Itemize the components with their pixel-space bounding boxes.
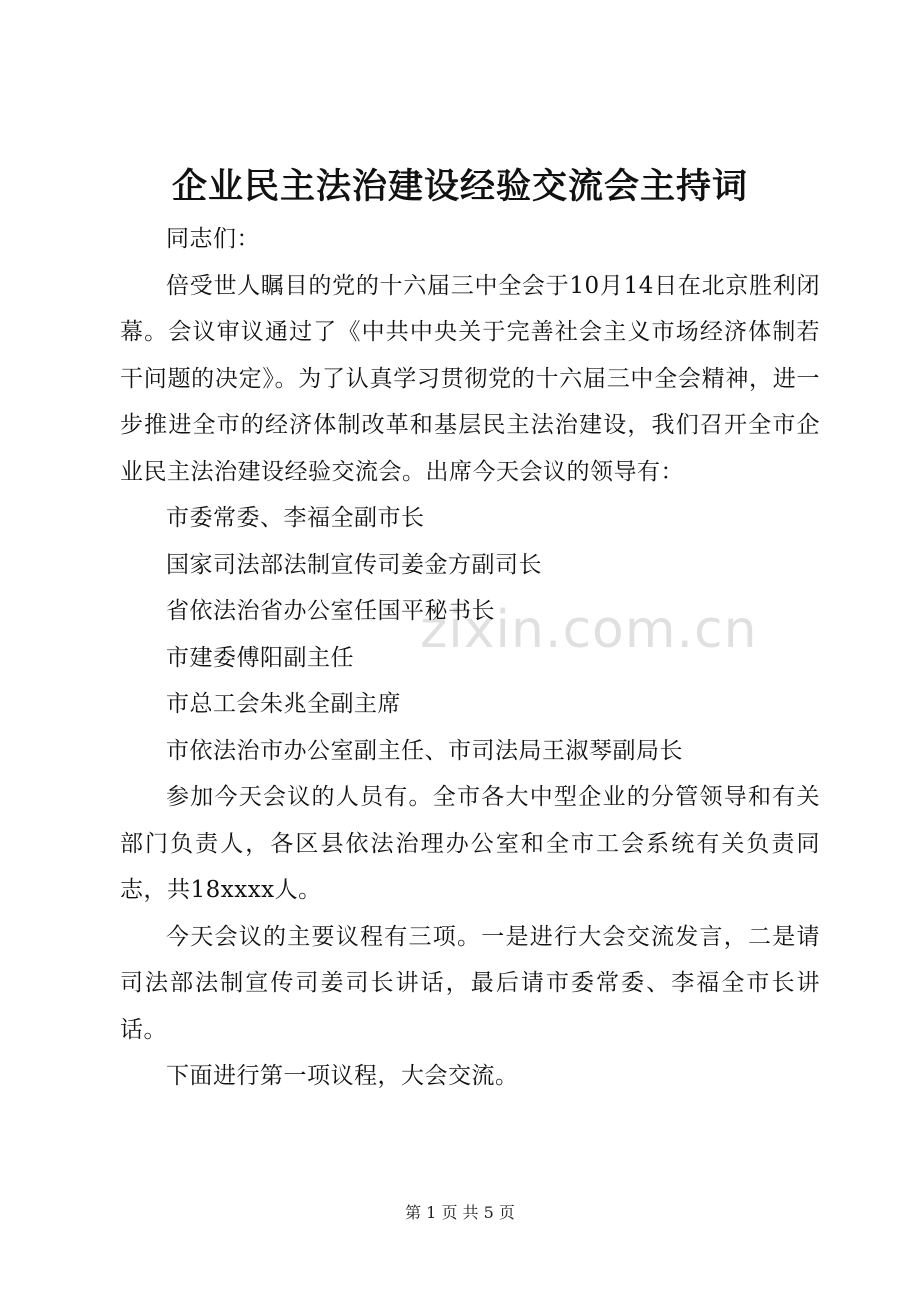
paragraph-first-item: 下面进行第一项议程，大会交流。 xyxy=(166,1063,519,1089)
document-title: 企业民主法治建设经验交流会主持词 xyxy=(171,166,748,207)
salutation: 同志们： xyxy=(166,226,260,252)
attendee-line: 市委常委、李福全副市长 xyxy=(166,505,425,531)
attendee-line: 省依法治省办公室任国平秘书长 xyxy=(166,598,495,624)
attendee-line: 市总工会朱兆全副主席 xyxy=(166,691,401,717)
watermark: zixin.com.cn xyxy=(420,600,758,660)
paragraph-intro: 倍受世人瞩目的党的十六届三中全会于10月14日在北京胜利闭幕。会议审议通过了《中共中央关于完善社会主义市场经济体制若干问题的决定》。为了认真学习贯彻党的十六届三中全会精神，进一步推进全市的经济体制改革和基层民主法治建设，我们召开全市企业民主法治建设经验交流会。出席今天会议的领导有： xyxy=(120,272,820,485)
attendee-line: 市依法治市办公室副主任、市司法局王淑琴副局长 xyxy=(166,737,683,764)
paragraph-participants: 参加今天会议的人员有。全市各大中型企业的分管领导和有关部门负责人，各区县依法治理办公室和全市工会系统有关负责同志，共18xxxx人。 xyxy=(120,784,820,903)
page-footer: 第 1 页 共 5 页 xyxy=(405,1203,515,1222)
attendee-line: 市建委傅阳副主任 xyxy=(166,644,354,671)
attendee-line: 国家司法部法制宣传司姜金方副司长 xyxy=(166,551,542,578)
paragraph-agenda: 今天会议的主要议程有三项。一是进行大会交流发言，二是请司法部法制宣传司姜司长讲话，最后请市委常委、李福全市长讲话。 xyxy=(120,923,820,1043)
